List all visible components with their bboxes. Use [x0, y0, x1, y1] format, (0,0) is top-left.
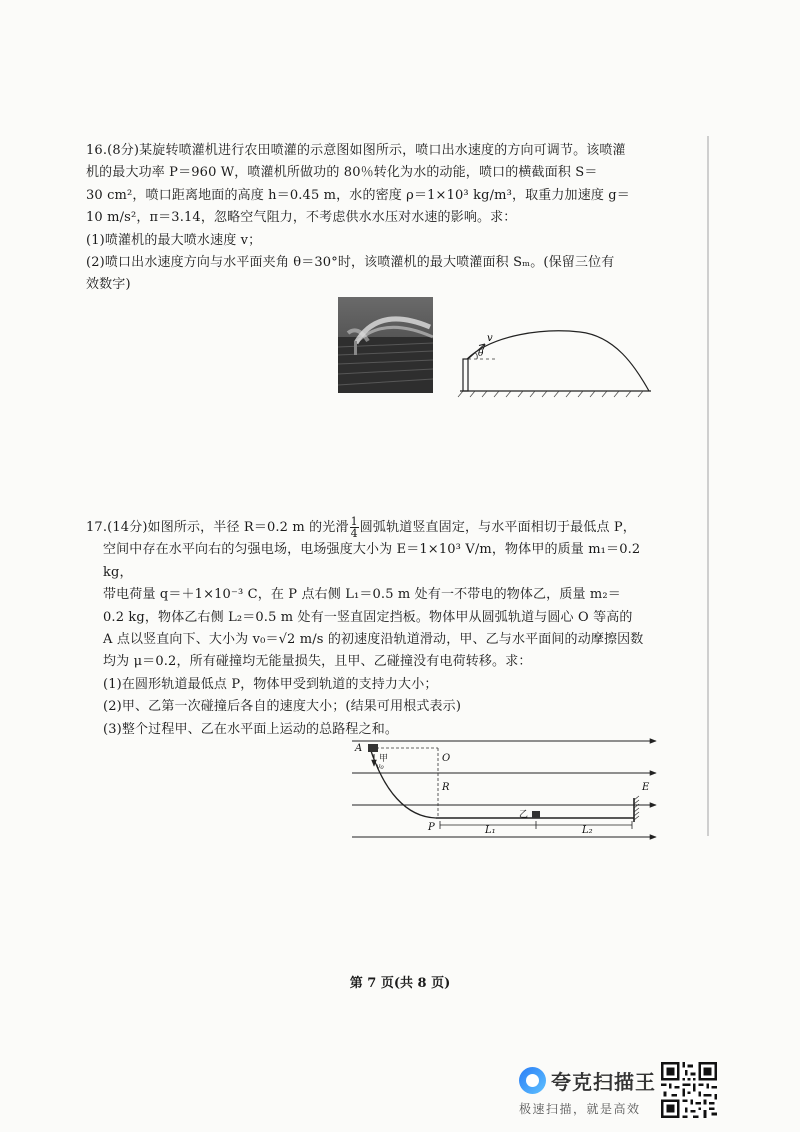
- sprinkler-diagram: [455, 326, 655, 398]
- q16-line: 10 m/s²，π＝3.14，忽略空气阻力，不考虑供水水压对水速的影响。求：: [86, 210, 517, 226]
- q16-sub-1: (1)喷灌机的最大喷水速度 v；: [86, 232, 262, 248]
- fraction-denominator: 4: [350, 527, 358, 540]
- q17-line: 带电荷量 q＝＋1×10⁻³ C，在 P 点右侧 L₁＝0.5 m 处有一不带电的物体乙，质量 m₂＝: [103, 587, 621, 603]
- page-number: 第 7 页(共 8 页): [349, 976, 451, 991]
- question-16: [86, 140, 672, 297]
- sprinkler-photo: [338, 297, 433, 393]
- point-A-label: A: [355, 743, 363, 754]
- q17-sub-2: (2)甲、乙第一次碰撞后各自的速度大小；(结果可用根式表示): [103, 699, 462, 715]
- qr-code: [661, 1062, 717, 1118]
- track-diagram: [346, 736, 662, 846]
- q16-line: 30 cm²，喷口距离地面的高度 h＝0.45 m，水的密度 ρ＝1×10³ kg/m³，取重力加速度 g＝: [86, 187, 630, 203]
- q16-sub-2-cont: 效数字): [86, 277, 131, 293]
- v0-label: v₀: [376, 762, 384, 771]
- question-17: [86, 516, 672, 741]
- object-jia-label: 甲: [379, 754, 389, 764]
- point-P-label: P: [428, 822, 435, 833]
- distance-L1-label: L₁: [485, 825, 496, 836]
- velocity-label: v: [487, 333, 493, 344]
- q17-sub-1: (1)在圆形轨道最低点 P，物体甲受到轨道的支持力大小；: [103, 676, 438, 692]
- brand-slogan: 极速扫描，就是高效: [519, 1102, 641, 1116]
- brand-name: 夸克扫描王: [551, 1070, 656, 1094]
- q17-sub-3: (3)整个过程甲、乙在水平面上运动的总路程之和。: [103, 721, 399, 737]
- distance-L2-label: L₂: [582, 825, 593, 836]
- q17-line-1-pre: 17.(14分)如图所示，半径 R＝0.2 m 的光滑: [86, 520, 349, 535]
- q17-line: 0.2 kg，物体乙右侧 L₂＝0.5 m 处有一竖直固定挡板。物体甲从圆弧轨道与圆心 O 等高的: [103, 609, 633, 625]
- q16-line: 机的最大功率 P＝960 W，喷灌机所做功的 80％转化为水的动能，喷口的横截面积 S＝: [86, 165, 598, 181]
- fraction-one-quarter: [350, 516, 359, 539]
- fraction-numerator: 1: [350, 515, 358, 528]
- q16-line: 16.(8分)某旋转喷灌机进行农田喷灌的示意图如图所示，喷口出水速度的方向可调节。该喷灌: [86, 143, 626, 158]
- q17-line: 空间中存在水平向右的匀强电场，电场强度大小为 E＝1×10³ V/m，物体甲的质量 m₁＝0.2 kg，: [103, 542, 641, 580]
- scan-edge-line: [707, 136, 709, 836]
- q16-sub-2: (2)喷口出水速度方向与水平面夹角 θ＝30°时，该喷灌机的最大喷灌面积 Sₘ。(保留三位有: [86, 255, 615, 271]
- field-E-label: E: [642, 782, 650, 793]
- angle-label: θ: [478, 349, 484, 359]
- center-O-label: O: [442, 753, 451, 764]
- radius-R-label: R: [442, 782, 450, 793]
- q17-line: A 点以竖直向下、大小为 v₀＝√2 m/s 的初速度沿轨道滑动，甲、乙与水平面间的动摩擦因数: [103, 632, 644, 648]
- scanner-watermark: [519, 1063, 655, 1123]
- q17-line-1: [86, 516, 672, 539]
- quark-logo-icon: [519, 1067, 546, 1094]
- q17-line: 均为 μ＝0.2，所有碰撞均无能量损失，且甲、乙碰撞没有电荷转移。求：: [103, 654, 532, 670]
- object-yi-label: 乙: [519, 810, 529, 820]
- q17-line-1-post: 圆弧轨道竖直固定，与水平面相切于最低点 P，: [359, 520, 636, 535]
